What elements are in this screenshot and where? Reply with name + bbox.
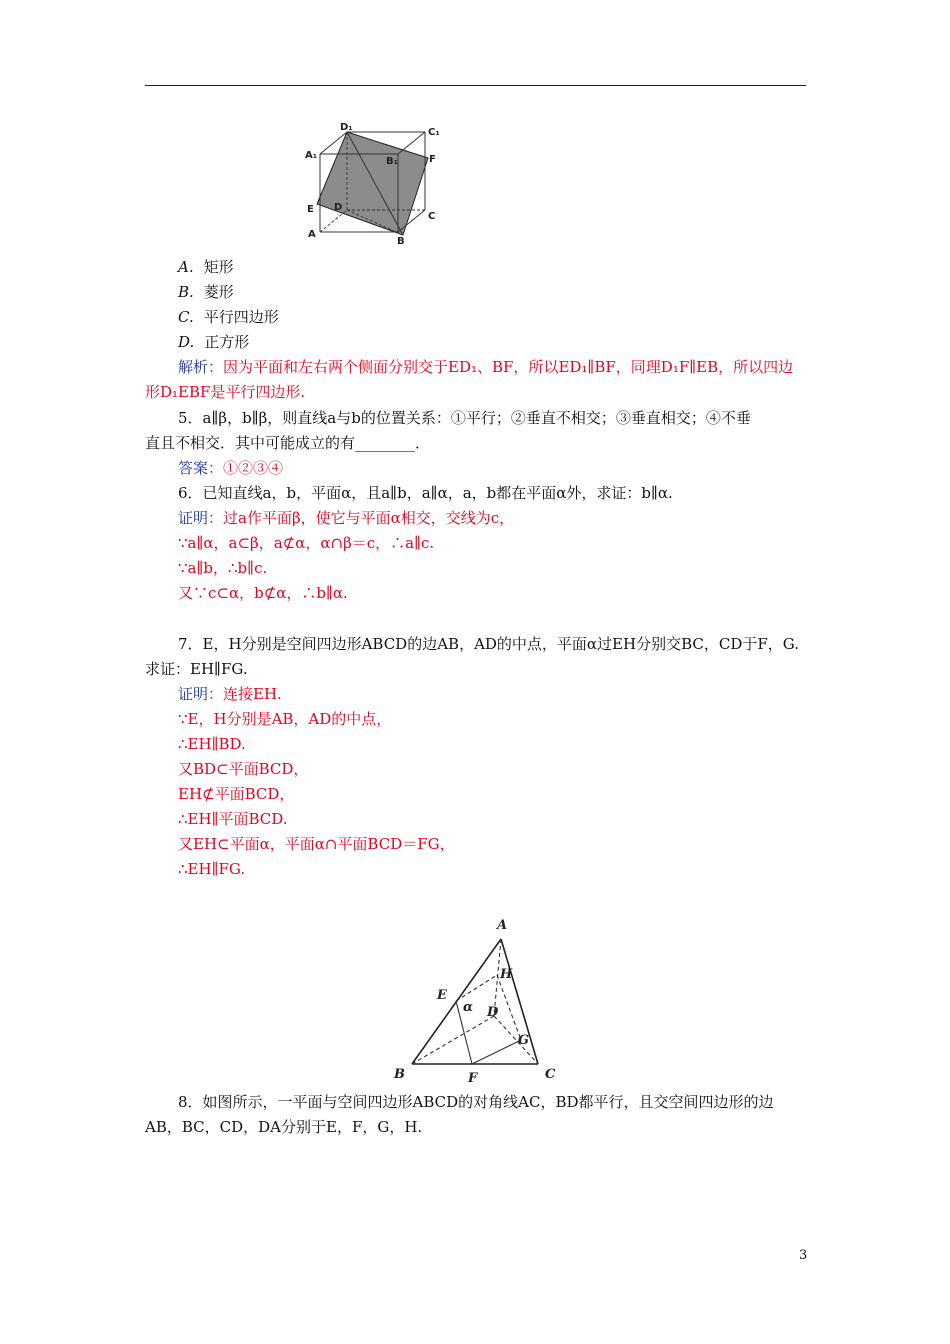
q5-line2: 直且不相交．其中可能成立的有________．: [145, 434, 431, 452]
q6-proof-line3: ∵a∥b，∴b∥c.: [178, 559, 268, 577]
cube-label-c1: C₁: [428, 127, 440, 138]
cube-label-b1: B₁: [386, 156, 399, 167]
option-a: [178, 257, 234, 277]
q7-line1: 7．E，H分别是空间四边形ABCD的边AB，AD的中点，平面α过EH分别交BC，CD于F，G.: [178, 635, 799, 653]
q7-line2: 求证：EH∥FG.: [145, 660, 248, 678]
q4-analysis-line1: [178, 357, 793, 377]
q6-proof-line2: ∵a∥α，a⊂β，a⊄α，α∩β＝c，∴a∥c.: [178, 534, 435, 552]
q7-proof-line4: 又BD⊂平面BCD，: [178, 760, 309, 778]
q8-line2: AB，BC，CD，DA分别于E，F，G，H.: [145, 1118, 423, 1136]
option-text: 矩形: [203, 258, 234, 276]
option-text: 正方形: [204, 333, 250, 351]
q7-proof-line8: ∴EH∥FG.: [178, 860, 246, 878]
cube-label-e: E: [307, 204, 314, 215]
q6-proof-line4: 又∵c⊂α，b⊄α，∴b∥α.: [178, 584, 348, 602]
q7-proof-line1: [178, 684, 282, 704]
q7-proof-line6: ∴EH∥平面BCD.: [178, 810, 288, 828]
option-letter: B.: [178, 283, 194, 301]
tetra-label-alpha: α: [463, 1000, 474, 1015]
tetra-label-h: H: [500, 967, 513, 982]
tetra-label-c: C: [545, 1067, 556, 1082]
option-letter: D.: [178, 333, 195, 351]
cube-label-c: C: [428, 211, 436, 222]
q7-proof-line5: EH⊄平面BCD，: [178, 785, 295, 803]
cube-label-a1: A₁: [305, 150, 318, 161]
cube-label-a: A: [308, 229, 316, 240]
option-b: [178, 282, 234, 302]
cube-figure: [300, 120, 450, 245]
q5-line1: 5．a∥β，b∥β，则直线a与b的位置关系：①平行；②垂直不相交；③垂直相交；④不垂: [178, 409, 751, 427]
analysis-text: ：因为平面和左右两个侧面分别交于ED₁、BF，所以ED₁∥BF，同理D₁F∥EB，所以四边: [208, 358, 794, 376]
answer-label: 答案: [178, 459, 209, 477]
option-d: [178, 332, 249, 352]
tetra-label-g: G: [518, 1033, 530, 1048]
cube-label-b: B: [397, 236, 405, 245]
tetra-label-a: A: [497, 918, 508, 933]
analysis-label: 解析: [178, 358, 209, 376]
q7-proof-line3: ∴EH∥BD.: [178, 735, 246, 753]
option-text: 平行四边形: [203, 308, 279, 326]
option-letter: C.: [178, 308, 194, 326]
cube-label-d: D: [334, 202, 343, 213]
cube-label-d1: D₁: [340, 122, 353, 133]
tetra-label-b: B: [394, 1067, 405, 1082]
q7-proof-line7: 又EH⊂平面α，平面α∩平面BCD＝FG，: [178, 835, 455, 853]
proof-label: 证明: [178, 509, 209, 527]
option-c: [178, 307, 279, 327]
cube-label-f: F: [429, 154, 436, 165]
q4-analysis-line2: 形D₁EBF是平行四边形.: [145, 383, 306, 401]
q6-line1: 6．已知直线a，b，平面α，且a∥b，a∥α，a，b都在平面α外，求证：b∥α.: [178, 484, 673, 502]
q7-proof-line2: ∵E，H分别是AB，AD的中点，: [178, 710, 392, 728]
proof-text: ：过a作平面β，使它与平面α相交，交线为c，: [208, 509, 515, 527]
proof-label: 证明: [178, 685, 209, 703]
page-number: 3: [799, 1248, 808, 1263]
q5-answer: [178, 458, 283, 478]
tetra-label-e: E: [437, 988, 447, 1003]
option-text: 菱形: [203, 283, 234, 301]
tetra-label-d: D: [487, 1005, 499, 1020]
tetra-label-f: F: [468, 1071, 478, 1086]
option-letter: A.: [178, 258, 194, 276]
q8-line1: 8．如图所示，一平面与空间四边形ABCD的对角线AC，BD都平行，且交空间四边形的边: [178, 1093, 774, 1111]
shaded-section: [317, 132, 428, 235]
header-rule: [145, 85, 806, 86]
proof-text: ：连接EH.: [208, 685, 282, 703]
answer-text: ：①②③④: [208, 459, 284, 477]
tetrahedron-figure: [390, 912, 570, 1088]
q6-proof-line1: [178, 508, 514, 528]
